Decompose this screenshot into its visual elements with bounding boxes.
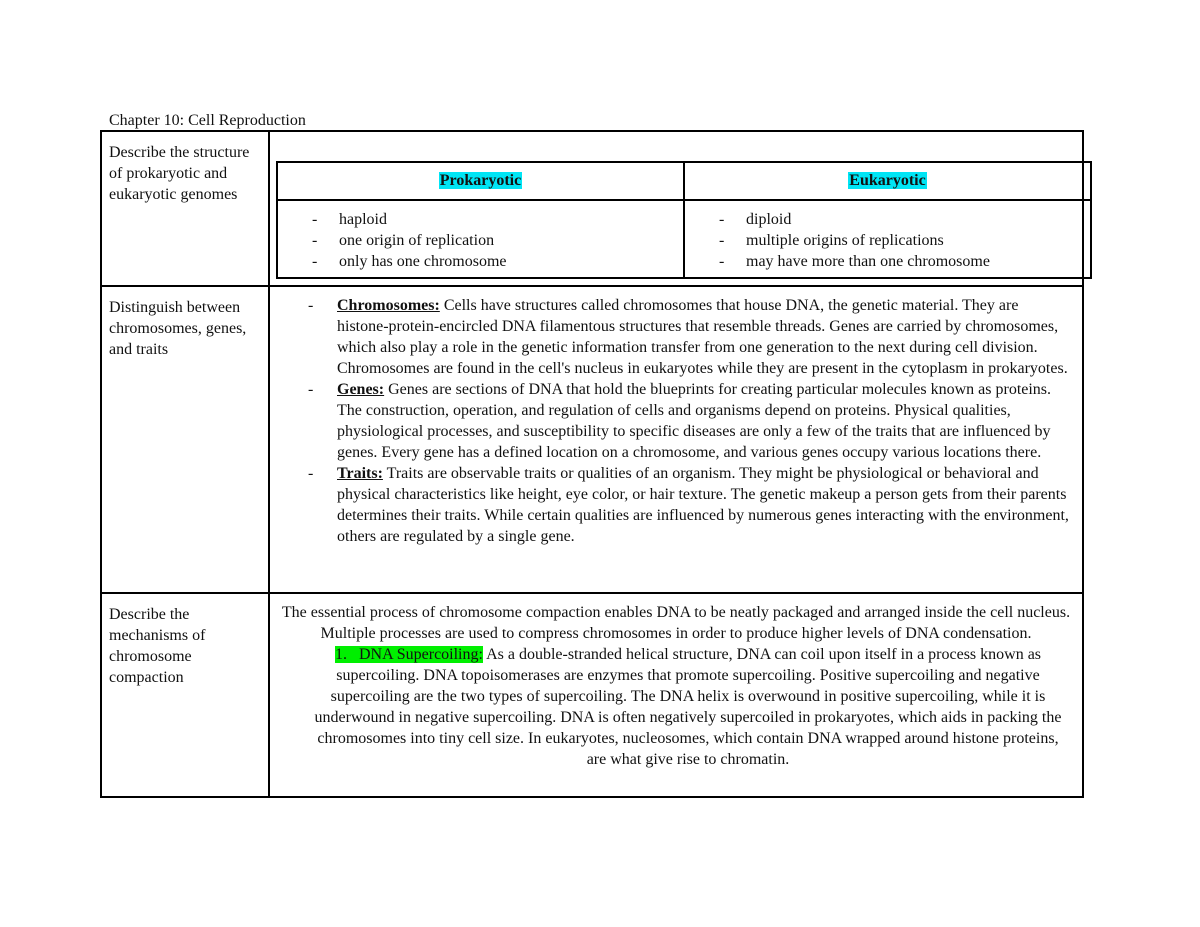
supercoiling-term: DNA Supercoiling: (358, 646, 483, 663)
genome-comparison-table (276, 161, 1092, 279)
definition-traits (276, 463, 1076, 547)
list-item: - diploid (685, 209, 1090, 230)
supercoiling-term-highlight (335, 646, 483, 663)
row-label-genomes: Describe the structure of prokaryotic and eukaryotic genomes (101, 131, 269, 286)
prokaryotic-list (278, 209, 683, 272)
term-chromosomes: Chromosomes: (337, 297, 440, 314)
list-item: - one origin of replication (278, 230, 683, 251)
prokaryotic-cell (277, 200, 684, 278)
list-item: - may have more than one chromosome (685, 251, 1090, 272)
definition-text: Cells have structures called chromosomes that house DNA, the genetic material. They are histone-protein-encircled DNA filamentous structures that resemble threads. Genes are carried by chromosomes, which also play a role in the genetic information transfer from one generation to the next during cell division. Chromosomes are found in the cell's nucleus in eukaryotes while they are present in the cytoplasm in prokaryotes. (337, 297, 1068, 377)
list-item: - haploid (278, 209, 683, 230)
eukaryotic-header (684, 162, 1091, 200)
definition-chromosomes (276, 295, 1076, 379)
prokaryotic-header-text: Prokaryotic (439, 172, 522, 189)
supercoiling-text: As a double-stranded helical structure, DNA can coil upon itself in a process known as supercoiling. DNA topoisomerases are enzymes that promote supercoiling. Positive supercoiling and negative supercoiling are the two types of supercoiling. The DNA helix is overwound in positive supercoiling, while it is underwound in negative supercoiling. DNA is often negatively supercoiled in prokaryotes, which aids in packing the chromosomes into tiny cell size. In eukaryotes, nucleosomes, which contain DNA wrapped around histone proteins, are what give rise to chromatin. (314, 646, 1062, 768)
list-item: - multiple origins of replications (685, 230, 1090, 251)
eukaryotic-cell (684, 200, 1091, 278)
row-content-compaction (269, 593, 1083, 797)
term-traits: Traits: (337, 465, 383, 482)
definition-text: Genes are sections of DNA that hold the blueprints for creating particular molecules known as proteins. The construction, operation, and regulation of cells and organisms depend on proteins. Physical qualities, physiological processes, and susceptibility to specific diseases are only a few of the traits that are influenced by genes. Every gene has a defined location on a chromosome, and various genes occupy various locations there. (337, 381, 1052, 461)
row-label-distinguish: Distinguish between chromosomes, genes, and traits (101, 286, 269, 593)
item-number: 1. (334, 646, 347, 663)
term-genes: Genes: (337, 381, 385, 398)
row-label-compaction: Describe the mechanisms of chromosome compaction (101, 593, 269, 797)
row-content-genomes (269, 131, 1083, 286)
eukaryotic-header-text: Eukaryotic (849, 172, 926, 189)
definition-text: Traits are observable traits or qualities of an organism. They might be physiological or behavioral and physical characteristics like height, eye color, or hair texture. The genetic makeup a person gets from their parents determines their traits. While certain qualities are influenced by numerous genes interacting with the environment, others are regulated by a single gene. (337, 465, 1069, 545)
compaction-list (276, 644, 1076, 770)
table-row-genomes (101, 131, 1083, 286)
list-item: - only has one chromosome (278, 251, 683, 272)
document-title: Chapter 10: Cell Reproduction (109, 112, 306, 129)
study-table (100, 130, 1084, 798)
table-row-distinguish (101, 286, 1083, 593)
eukaryotic-list (685, 209, 1090, 272)
list-item (276, 644, 1076, 770)
compaction-intro: The essential process of chromosome compaction enables DNA to be neatly packaged and arranged inside the cell nucleus. Multiple processes are used to compress chromosomes in order to produce higher levels of DNA condensation. (281, 604, 1071, 642)
prokaryotic-header (277, 162, 684, 200)
row-content-distinguish (269, 286, 1083, 593)
definitions-list (276, 295, 1076, 547)
definition-genes (276, 379, 1076, 463)
table-row-compaction (101, 593, 1083, 797)
